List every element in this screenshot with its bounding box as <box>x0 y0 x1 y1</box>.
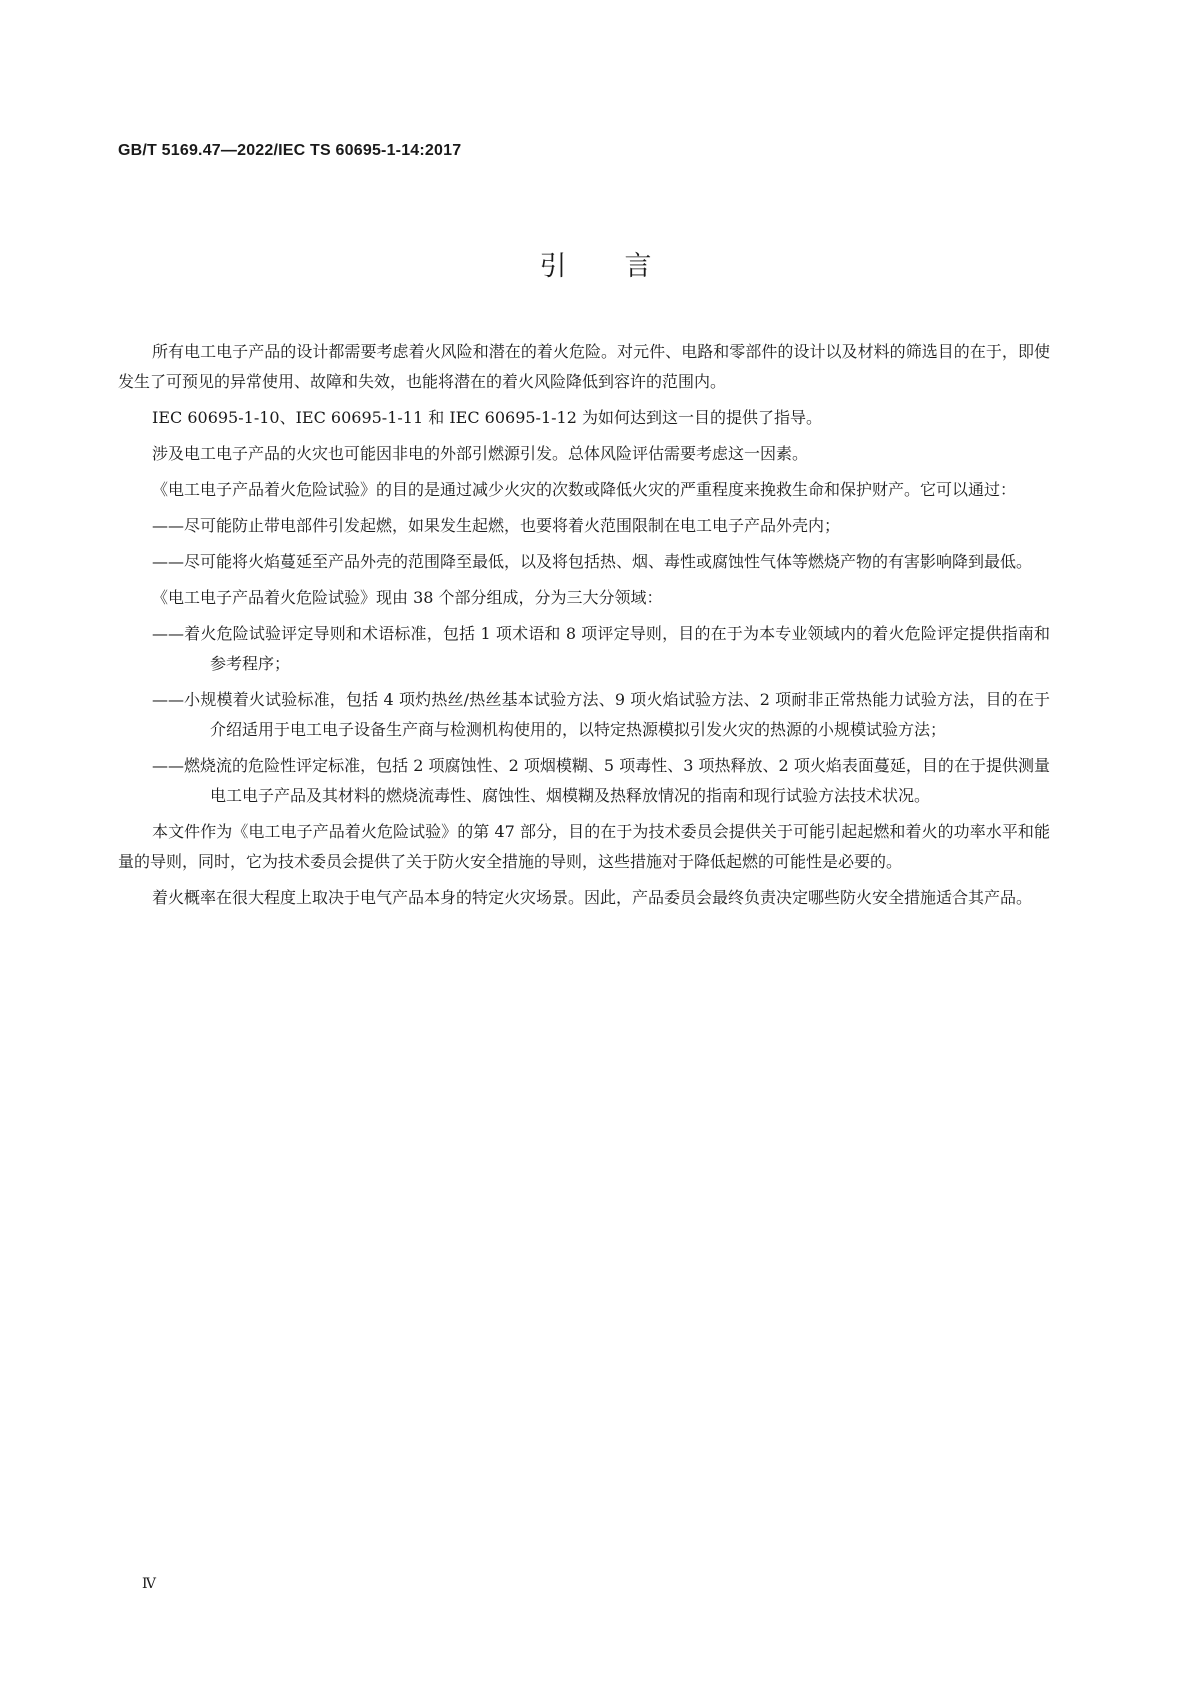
standard-code-header: GB/T 5169.47—2022/IEC TS 60695-1-14:2017 <box>118 142 462 159</box>
paragraph-probability: 着火概率在很大程度上取决于电气产品本身的特定火灾场景。因此，产品委员会最终负责决定哪些防火安全措施适合其产品。 <box>152 888 1033 907</box>
list-item-guidance-standards: ——着火危险试验评定导则和术语标准，包括 1 项术语和 8 项评定导则，目的在于为本专业领域内的着火危险评定提供指南和参考程序； <box>152 624 1050 673</box>
paragraph-external-sources: 涉及电工电子产品的火灾也可能因非电的外部引燃源引发。总体风险评估需要考虑这一因素。 <box>152 444 809 463</box>
list-item-small-scale-tests: ——小规模着火试验标准，包括 4 项灼热丝/热丝基本试验方法、9 项火焰试验方法、2 项耐非正常热能力试验方法，目的在于介绍适用于电工电子设备生产商与检测机构使用的，以特定热源模拟引发火灾的热源的小规模试验方法； <box>152 690 1050 739</box>
paragraph-purpose: 所有电工电子产品的设计都需要考虑着火风险和潜在的着火危险。对元件、电路和零部件的设计以及材料的筛选目的在于，即使发生了可预见的异常使用、故障和失效，也能将潜在的着火风险降低到容许的范围内。 <box>118 342 1050 391</box>
list-item-limit-spread: ——尽可能将火焰蔓延至产品外壳的范围降至最低，以及将包括热、烟、毒性或腐蚀性气体等燃烧产物的有害影响降到最低。 <box>152 552 1033 571</box>
page-number: Ⅳ <box>142 1576 156 1592</box>
paragraph-series-structure: 《电工电子产品着火危险试验》现由 38 个部分组成，分为三大分领域： <box>152 588 663 607</box>
page-title: 引言 <box>539 251 710 282</box>
list-item-prevent-ignition: ——尽可能防止带电部件引发起燃，如果发生起燃，也要将着火范围限制在电工电子产品外壳内； <box>152 516 841 535</box>
paragraph-iec-guidance: IEC 60695-1-10、IEC 60695-1-11 和 IEC 60695-1-12 为如何达到这一目的提供了指导。 <box>152 408 822 427</box>
paragraph-series-aim: 《电工电子产品着火危险试验》的目的是通过减少火灾的次数或降低火灾的严重程度来挽救生命和保护财产。它可以通过： <box>152 480 1017 499</box>
paragraph-this-part: 本文件作为《电工电子产品着火危险试验》的第 47 部分，目的在于为技术委员会提供关于可能引起起燃和着火的功率水平和能量的导则，同时，它为技术委员会提供了关于防火安全措施的导则，这些措施对于降低起燃的可能性是必要的。 <box>118 822 1050 871</box>
list-item-fire-effluent: ——燃烧流的危险性评定标准，包括 2 项腐蚀性、2 项烟模糊、5 项毒性、3 项热释放、2 项火焰表面蔓延，目的在于提供测量电工电子产品及其材料的燃烧流毒性、腐蚀性、烟模糊及热释放情况的指南和现行试验方法技术状况。 <box>152 756 1050 805</box>
introduction-body <box>118 337 1050 919</box>
